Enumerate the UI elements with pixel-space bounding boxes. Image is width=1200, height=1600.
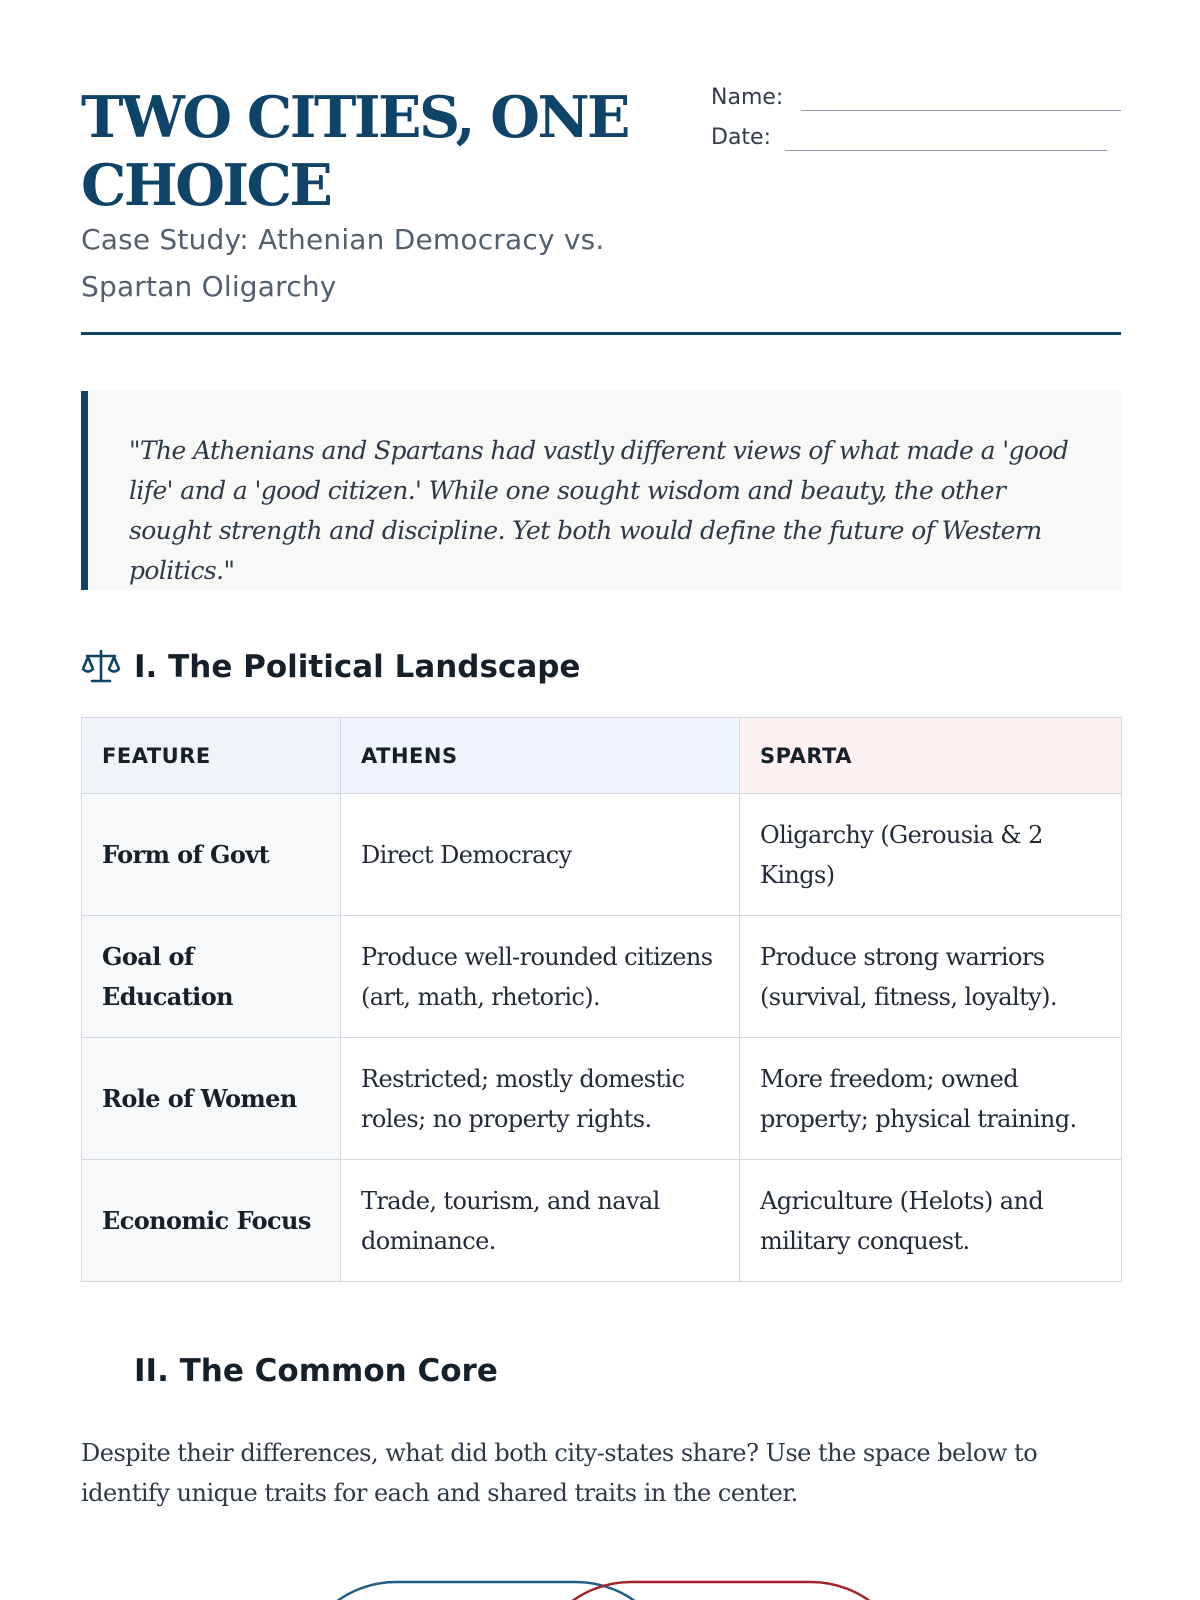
row-athens-cell: Trade, tourism, and naval dominance. bbox=[341, 1160, 740, 1282]
name-line[interactable] bbox=[801, 110, 1121, 111]
row-feature: Form of Govt bbox=[82, 794, 341, 916]
table-row bbox=[82, 1038, 1122, 1160]
quote-text: "The Athenians and Spartans had vastly different views of what made a 'good life' and a 'good citizen.' While one sought wisdom and beauty, the other sought strength and discipline. Yet both would define the future of Western politics." bbox=[129, 436, 1069, 585]
student-fields bbox=[711, 84, 1121, 164]
comparison-table bbox=[81, 717, 1122, 1282]
venn-instructions: Despite their differences, what did both city-states share? Use the space below to identify unique traits for each and shared traits in the center. bbox=[81, 1439, 1038, 1507]
page-title: TWO CITIES, ONE CHOICE bbox=[81, 84, 629, 219]
page-subtitle: Case Study: Athenian Democracy vs. Spartan Oligarchy bbox=[81, 223, 605, 303]
venn-athens-circle bbox=[296, 1582, 676, 1600]
table-header-row bbox=[82, 718, 1122, 794]
section-title: II. The Common Core bbox=[134, 1353, 498, 1389]
name-field-row bbox=[711, 84, 1121, 124]
date-label: Date: bbox=[711, 125, 771, 150]
header-divider bbox=[81, 332, 1121, 335]
table-row bbox=[82, 916, 1122, 1038]
header bbox=[81, 84, 1121, 336]
row-feature: Goal of Education bbox=[82, 916, 341, 1038]
intro-quote bbox=[81, 391, 1121, 590]
row-feature: Economic Focus bbox=[82, 1160, 341, 1282]
section-heading-political-landscape bbox=[81, 647, 580, 687]
column-header-feature: FEATURE bbox=[82, 718, 341, 794]
table-row bbox=[82, 794, 1122, 916]
row-sparta-cell: Produce strong warriors (survival, fitness, loyalty). bbox=[740, 916, 1122, 1038]
row-athens-cell: Direct Democracy bbox=[341, 794, 740, 916]
venn-sparta-circle bbox=[531, 1582, 911, 1600]
section-heading-common-core bbox=[134, 1351, 498, 1391]
row-sparta-cell: Agriculture (Helots) and military conquest. bbox=[740, 1160, 1122, 1282]
venn-diagram[interactable] bbox=[81, 1570, 1121, 1600]
section-title: I. The Political Landscape bbox=[134, 649, 581, 685]
date-line[interactable] bbox=[785, 150, 1107, 151]
date-field-row bbox=[711, 124, 1121, 164]
row-feature: Role of Women bbox=[82, 1038, 341, 1160]
balance-scale-icon bbox=[81, 647, 121, 687]
name-label: Name: bbox=[711, 85, 784, 110]
table-row bbox=[82, 1160, 1122, 1282]
row-athens-cell: Restricted; mostly domestic roles; no property rights. bbox=[341, 1038, 740, 1160]
row-athens-cell: Produce well-rounded citizens (art, math, rhetoric). bbox=[341, 916, 740, 1038]
row-sparta-cell: More freedom; owned property; physical training. bbox=[740, 1038, 1122, 1160]
column-header-athens: ATHENS bbox=[341, 718, 740, 794]
row-sparta-cell: Oligarchy (Gerousia & 2 Kings) bbox=[740, 794, 1122, 916]
column-header-sparta: SPARTA bbox=[740, 718, 1122, 794]
